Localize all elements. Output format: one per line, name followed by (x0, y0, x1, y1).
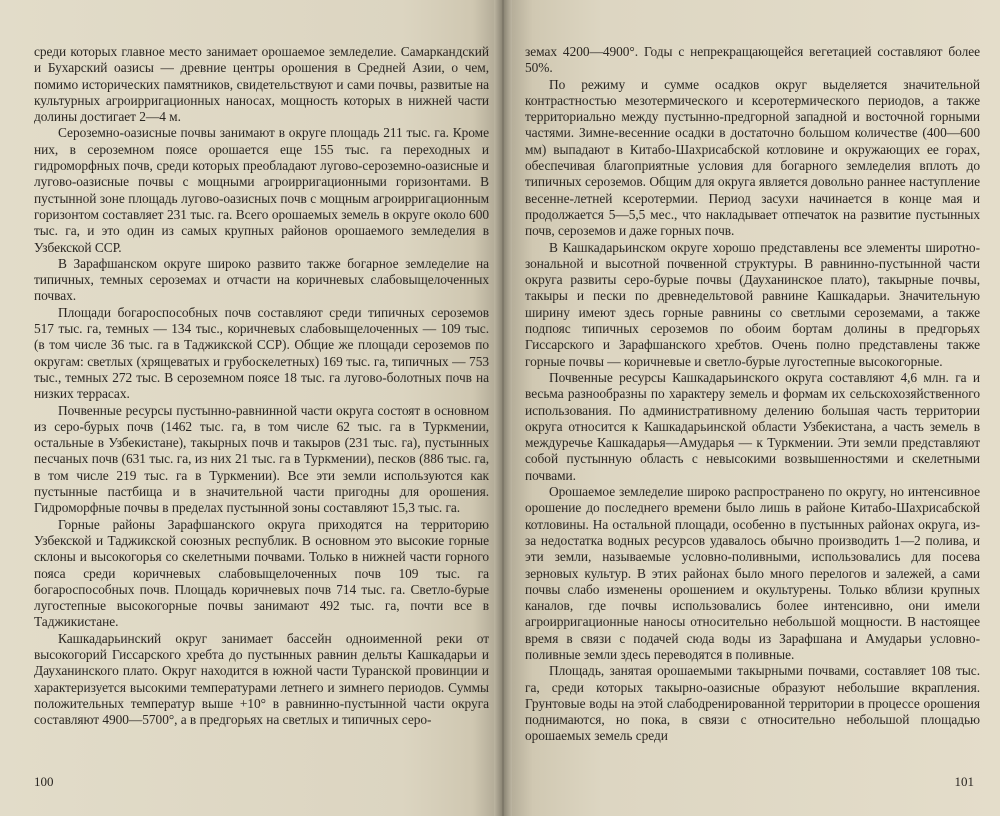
left-paragraph-5: Почвенные ресурсы пустынно-равнинной части округа состоят в основном из серо-бурых почв (1462 тыс. га, в том числе 62 тыс. га в Туркмении, остальные в Узбекистане), такырных почв и такыров (231 тыс. га), пустынных песчаных почв (631 тыс. га, из них 21 тыс. га в Туркмении), песков (886 тыс. га, в том числе 219 тыс. га в Туркмении). Все эти земли используются как пустынные пастбища и в значительной части пригодны для орошения. Гидроморфные почвы в пределах пустынной зоны составляют 15,3 тыс. га. (34, 402, 489, 516)
right-paragraph-2: По режиму и сумме осадков округ выделяется значительной контрастностью мезотермического и ксеротермического периодов, а также территориально между пустынно-предгорной западной и восточной горными частями. Зимне-весенние осадки в достаточно большом количестве (400—600 мм) выпадают в Китабо-Шахрисабской котловине и окружающих ее горах, обеспечивая благоприятные условия для богарного земледелия вплоть до типичных сероземов. Общим для округа является довольно раннее наступление весенне-летней ксеротермии. Период засухи начинается в конце мая и продолжается 5—5,5 мес., что накладывает отпечаток на развитие пустынных почв, сероземов и даже горных почв. (525, 76, 980, 239)
left-paragraph-1: среди которых главное место занимает орошаемое земледелие. Самаркандский и Бухарский оазисы — древние центры орошения в Средней Азии, о чем, помимо исторических памятников, свидетельствуют и сами почвы, развитые на культурных агроирригационных наносах, мощность которых в нижней части долины достигает 2—4 м. (34, 44, 489, 125)
left-page-number: 100 (34, 774, 54, 789)
left-paragraph-3: В Зарафшанском округе широко развито также богарное земледелие на типичных, темных сероземах и отчасти на коричневых слабовыщелоченных почвах. (34, 255, 489, 304)
right-paragraph-4: Почвенные ресурсы Кашкадарьинского округа составляют 4,6 млн. га и весьма разнообразны по характеру земель и формам их сельскохозяйственного использования. По административному делению большая часть территории округа относится к Кашкадарьинской области Узбекистана, а часть земель в междуречье Кашкадарья—Амударья — к Туркмении. Эти земли представляют собой пустынную область с невысокими возвышенностями и скелетными почвами. (525, 369, 980, 483)
right-paragraph-1: земах 4200—4900°. Годы с непрекращающейся вегетацией составляют более 50%. (525, 44, 980, 76)
book-gutter (494, 0, 512, 816)
left-paragraph-6: Горные районы Зарафшанского округа приходятся на территорию Узбекской и Таджикской союзных республик. В основном это высокие горные склоны и высокогорья со скелетными почвами. Только в нижней части горного пояса среди коричневых слабовыщелоченных почв 109 тыс. га богароспособных почв. Площадь коричневых почв 714 тыс. га. Светло-бурые лугостепные высокогорные почвы занимают 492 тыс. га, почти все в Таджикистане. (34, 516, 489, 630)
right-paragraph-5: Орошаемое земледелие широко распространено по округу, но интенсивное орошение до последнего времени было лишь в районе Китабо-Шахрисабской котловины. На остальной площади, особенно в пустынных районах округа, из-за недостатка водных ресурсов удавалось обычно производить 1—2 полива, и эти земли, называемые условно-поливными, использовались для посева зерновых культур. В этих районах было много перелогов и залежей, а сами почвы слабо изменены орошением и окультурены. Только вблизи крупных каналов, где почвы использовались более интенсивно, они имели агроирригационные наносы относительно небольшой мощности. В настоящее время в связи с подачей сюда воды из Зарафшана и Амударьи условно-поливные земли здесь переводятся в поливные. (525, 484, 980, 662)
right-paragraph-6: Площадь, занятая орошаемыми такырными почвами, составляет 108 тыс. га, среди которых такырно-оазисные образуют небольшие вкрапления. Грунтовые воды на этой слабодренированной территории в процессе орошения поднимаются, но пока, в связи с относительно небольшой площадью орошаемых земель среди (525, 663, 980, 744)
left-page-text (34, 44, 489, 728)
right-page-text (525, 44, 980, 745)
left-paragraph-7: Кашкадарьинский округ занимает бассейн одноименной реки от высокогорий Гиссарского хребта до пустынных равнин дельты Кашкадарьи и Дауханинского плато. Округ находится в южной части Туранской провинции и характеризуется высокими температурами летнего и зимнего периодов. Суммы положительных температур выше +10° в равнинно-пустынной части округа составляют 4900—5700°, а в предгорьях на светлых и типичных серо- (34, 630, 489, 728)
left-paragraph-4: Площади богароспособных почв составляют среди типичных сероземов 517 тыс. га, темных — 134 тыс., коричневых слабовыщелоченных — 109 тыс. (в том числе 36 тыс. га в Таджикской ССР). Общие же площади сероземов по округам: светлых (хрящеватых и грубоскелетных) 169 тыс. га, типичных — 753 тыс., темных 272 тыс. В сероземном поясе 18 тыс. га лугово-болотных почв на низких террасах. (34, 304, 489, 402)
left-paragraph-2: Сероземно-оазисные почвы занимают в округе площадь 211 тыс. га. Кроме них, в сероземном поясе орошается еще 155 тыс. га переходных и гидроморфных почв, среди которых преобладают лугово-сероземно-оазисные и лугово-оазисные почвы с мощными агроирригационными горизонтами. В пустынной зоне площадь лугово-оазисных почв с мощным агроирригационным горизонтом составляет 231 тыс. га. Всего орошаемых земель в округе около 600 тыс. га, и это один из самых крупных районов орошаемого земледелия в Узбекской ССР. (34, 125, 489, 255)
right-page (503, 0, 1000, 816)
right-page-number: 101 (954, 774, 974, 789)
right-paragraph-3: В Кашкадарьинском округе хорошо представлены все элементы широтно-зональной и высотной почвенной структуры. В равнинно-пустынной части округа развиты серо-бурые почвы (Дауханинское плато), такырные почвы, такыры и пески по древнедельтовой равнине Кашкадарьи. Значительную ширину имеют здесь горные равнины со светлыми сероземами, а также подпояс типичных сероземов по обоим бортам долины в предгорьях Гиссарского и Зарафшанского хребтов. Очень полно представлены также горные почвы — коричневые и светло-бурые лугостепные высокогорные. (525, 239, 980, 369)
